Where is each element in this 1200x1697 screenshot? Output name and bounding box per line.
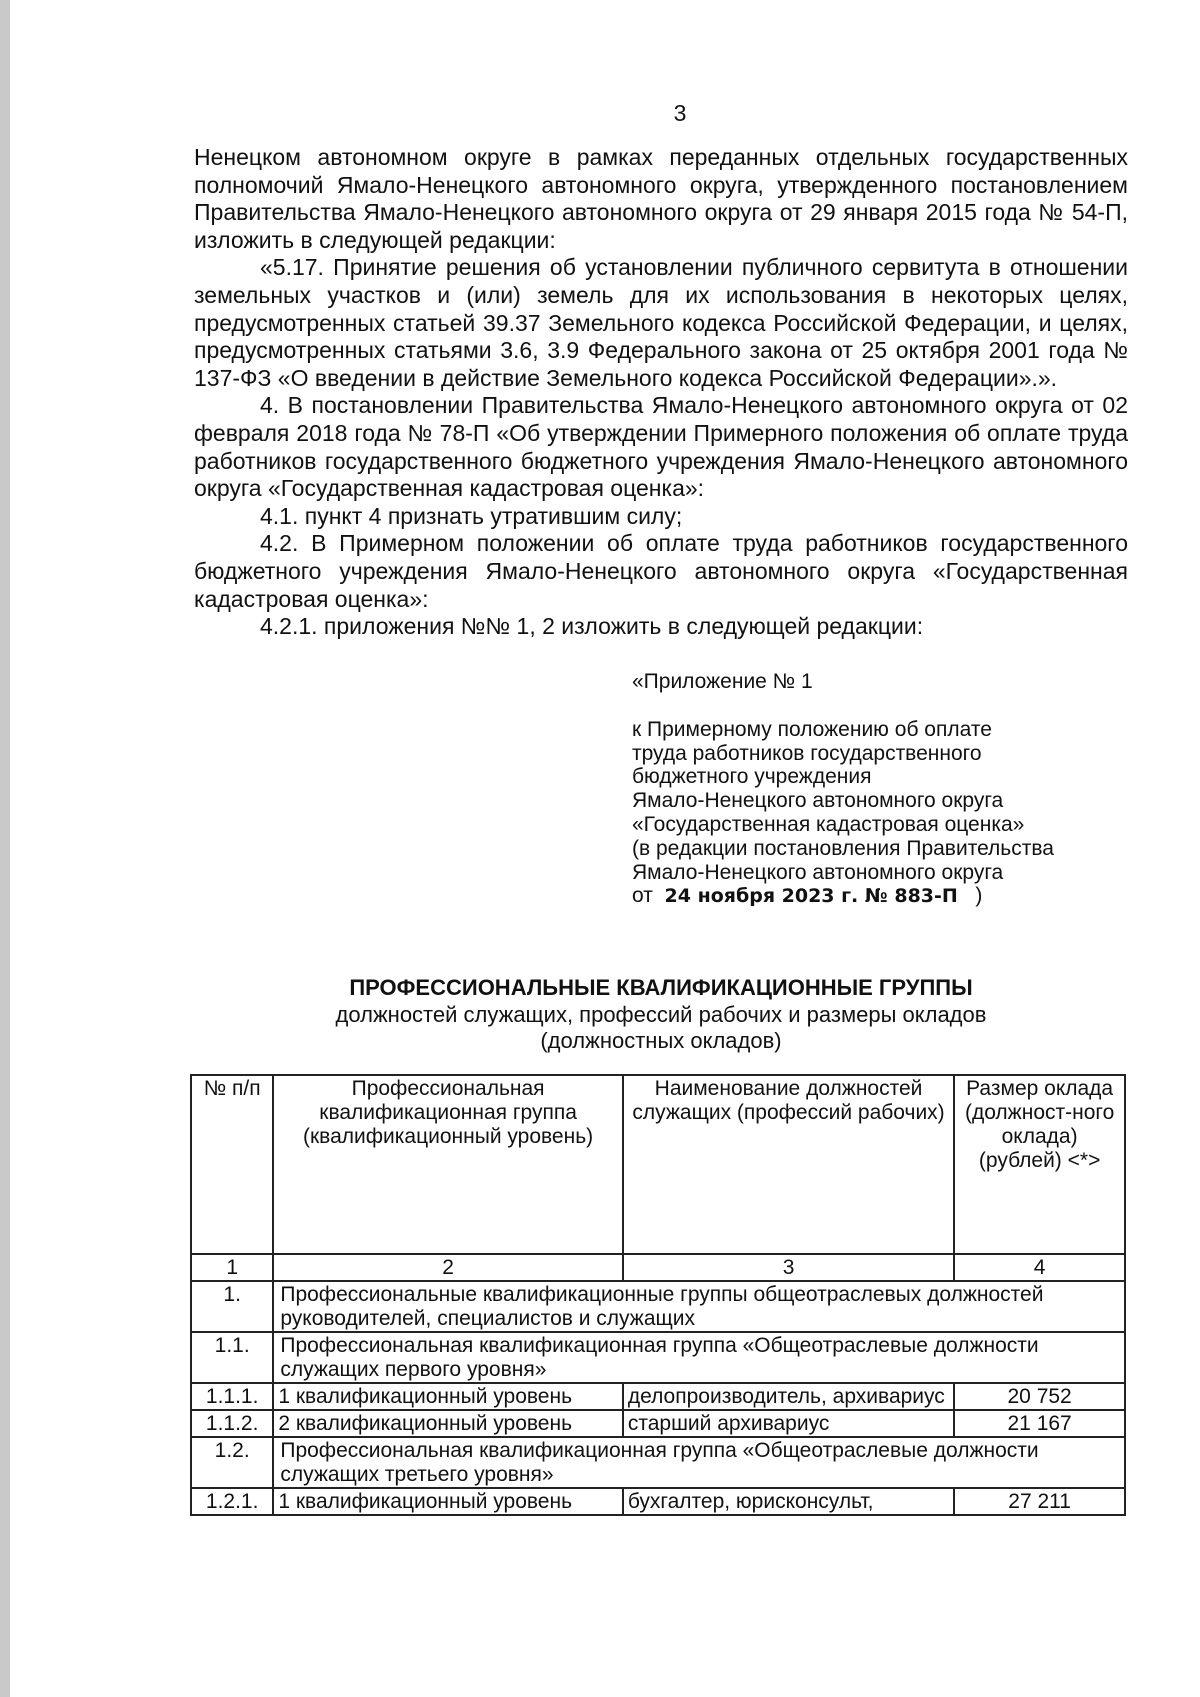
- header-cell: № п/п: [191, 1075, 273, 1254]
- row-number: 1.2.: [191, 1437, 273, 1488]
- qualification-level: 1 квалификационный уровень: [273, 1383, 622, 1410]
- table-header-row: [191, 1075, 1125, 1254]
- body-text: [194, 144, 1128, 641]
- header-cell: Наименование должностей служащих (профессий рабочих): [623, 1075, 954, 1254]
- column-number: 1: [191, 1254, 273, 1281]
- appendix-line: (в редакции постановления Правительства: [632, 836, 1054, 860]
- group-title: Профессиональная квалификационная группа «Общеотраслевые должности служащих первого уровня»: [273, 1332, 1125, 1383]
- row-number: 1.: [191, 1281, 273, 1332]
- paragraph-continuation: Ненецком автономном округе в рамках переданных отдельных государственных полномочий Ямало-Ненецкого автономного округа, утвержденного постановлением Правительства Ямало-Ненецкого автономного округа от 29 января 2015 года № 54-П, изложить в следующей редакции:: [194, 144, 1128, 253]
- row-number: 1.1.: [191, 1332, 273, 1383]
- paragraph-4-2-1: 4.2.1. приложения №№ 1, 2 изложить в следующей редакции:: [260, 613, 924, 640]
- qualification-level: 1 квалификационный уровень: [273, 1488, 622, 1515]
- appendix-block: [632, 670, 1152, 909]
- column-number: 4: [954, 1254, 1125, 1281]
- appendix-heading: «Приложение № 1: [632, 670, 813, 693]
- table-row: [191, 1437, 1125, 1488]
- page-number: 3: [673, 100, 687, 126]
- appendix-line: «Государственная кадастровая оценка»: [632, 812, 1025, 836]
- paragraph-4-2: 4.2. В Примерном положении об оплате труда работников государственного бюджетного учреждения Ямало-Ненецкого автономного округа «Государственная кадастровая оценка»:: [194, 530, 1128, 612]
- section-subtitle: [194, 1002, 1128, 1054]
- subtitle-line: (должностных окладов): [540, 1028, 782, 1053]
- appendix-line: Ямало-Ненецкого автономного округа: [632, 789, 1004, 813]
- qualification-table: [190, 1074, 1126, 1516]
- appendix-line: бюджетного учреждения: [632, 765, 872, 789]
- table-row: [191, 1488, 1125, 1515]
- positions: старший архивариус: [623, 1410, 954, 1437]
- salary: 21 167: [954, 1410, 1125, 1437]
- appendix-line: труда работников государственного: [632, 741, 982, 765]
- group-title: Профессиональная квалификационная группа «Общеотраслевые должности служащих третьего уровня»: [273, 1437, 1125, 1488]
- column-number-row: [191, 1254, 1125, 1281]
- appendix-line: Ямало-Ненецкого автономного округа: [632, 860, 1004, 884]
- header-cell: Профессиональная квалификационная группа (квалификационный уровень): [273, 1075, 622, 1254]
- row-number: 1.2.1.: [191, 1488, 273, 1515]
- section-title: ПРОФЕССИОНАЛЬНЫЕ КВАЛИФИКАЦИОННЫЕ ГРУППЫ: [349, 975, 973, 1000]
- paragraph-4: 4. В постановлении Правительства Ямало-Ненецкого автономного округа от 02 февраля 2018 года № 78-П «Об утверждении Примерного положения об оплате труда работников государственного бюджетного учреждения Ямало-Ненецкого автономного округа «Государственная кадастровая оценка»:: [194, 392, 1128, 502]
- date-value: 24 ноября 2023 г. № 883-П: [664, 885, 958, 908]
- row-number: 1.1.1.: [191, 1383, 273, 1410]
- appendix-line: к Примерному положению об оплате: [632, 717, 992, 741]
- date-suffix: ): [975, 884, 983, 908]
- paragraph-5-17: «5.17. Принятие решения об установлении публичного сервитута в отношении земельных участков и (или) земель для их использования в некоторых целях, предусмотренных статьей 39.37 Земельного кодекса Российской Федерации, и целях, предусмотренных статьями 3.6, 3.9 Федерального закона от 25 октября 2001 года № 137-ФЗ «О введении в действие Земельного кодекса Российской Федерации».».: [194, 254, 1128, 391]
- group-title: Профессиональные квалификационные группы общеотраслевых должностей руководителей, специалистов и служащих: [273, 1281, 1125, 1332]
- salary: 20 752: [954, 1383, 1125, 1410]
- table-row: [191, 1332, 1125, 1383]
- salary: 27 211: [954, 1488, 1125, 1515]
- column-number: 2: [273, 1254, 622, 1281]
- scan-left-edge: [0, 0, 10, 1697]
- date-prefix: от: [632, 884, 653, 908]
- qualification-level: 2 квалификационный уровень: [273, 1410, 622, 1437]
- row-number: 1.1.2.: [191, 1410, 273, 1437]
- positions: бухгалтер, юрисконсульт,: [623, 1488, 954, 1515]
- appendix-date: [632, 884, 1152, 909]
- table-row: [191, 1383, 1125, 1410]
- paragraph-4-1: 4.1. пункт 4 признать утратившим силу;: [260, 502, 683, 529]
- column-number: 3: [623, 1254, 954, 1281]
- table-row: [191, 1410, 1125, 1437]
- table-row: [191, 1281, 1125, 1332]
- subtitle-line: должностей служащих, профессий рабочих и размеры окладов: [335, 1002, 987, 1027]
- positions: делопроизводитель, архивариус: [623, 1383, 954, 1410]
- header-cell: Размер оклада (должност-ного оклада) (рублей) <*>: [954, 1075, 1125, 1254]
